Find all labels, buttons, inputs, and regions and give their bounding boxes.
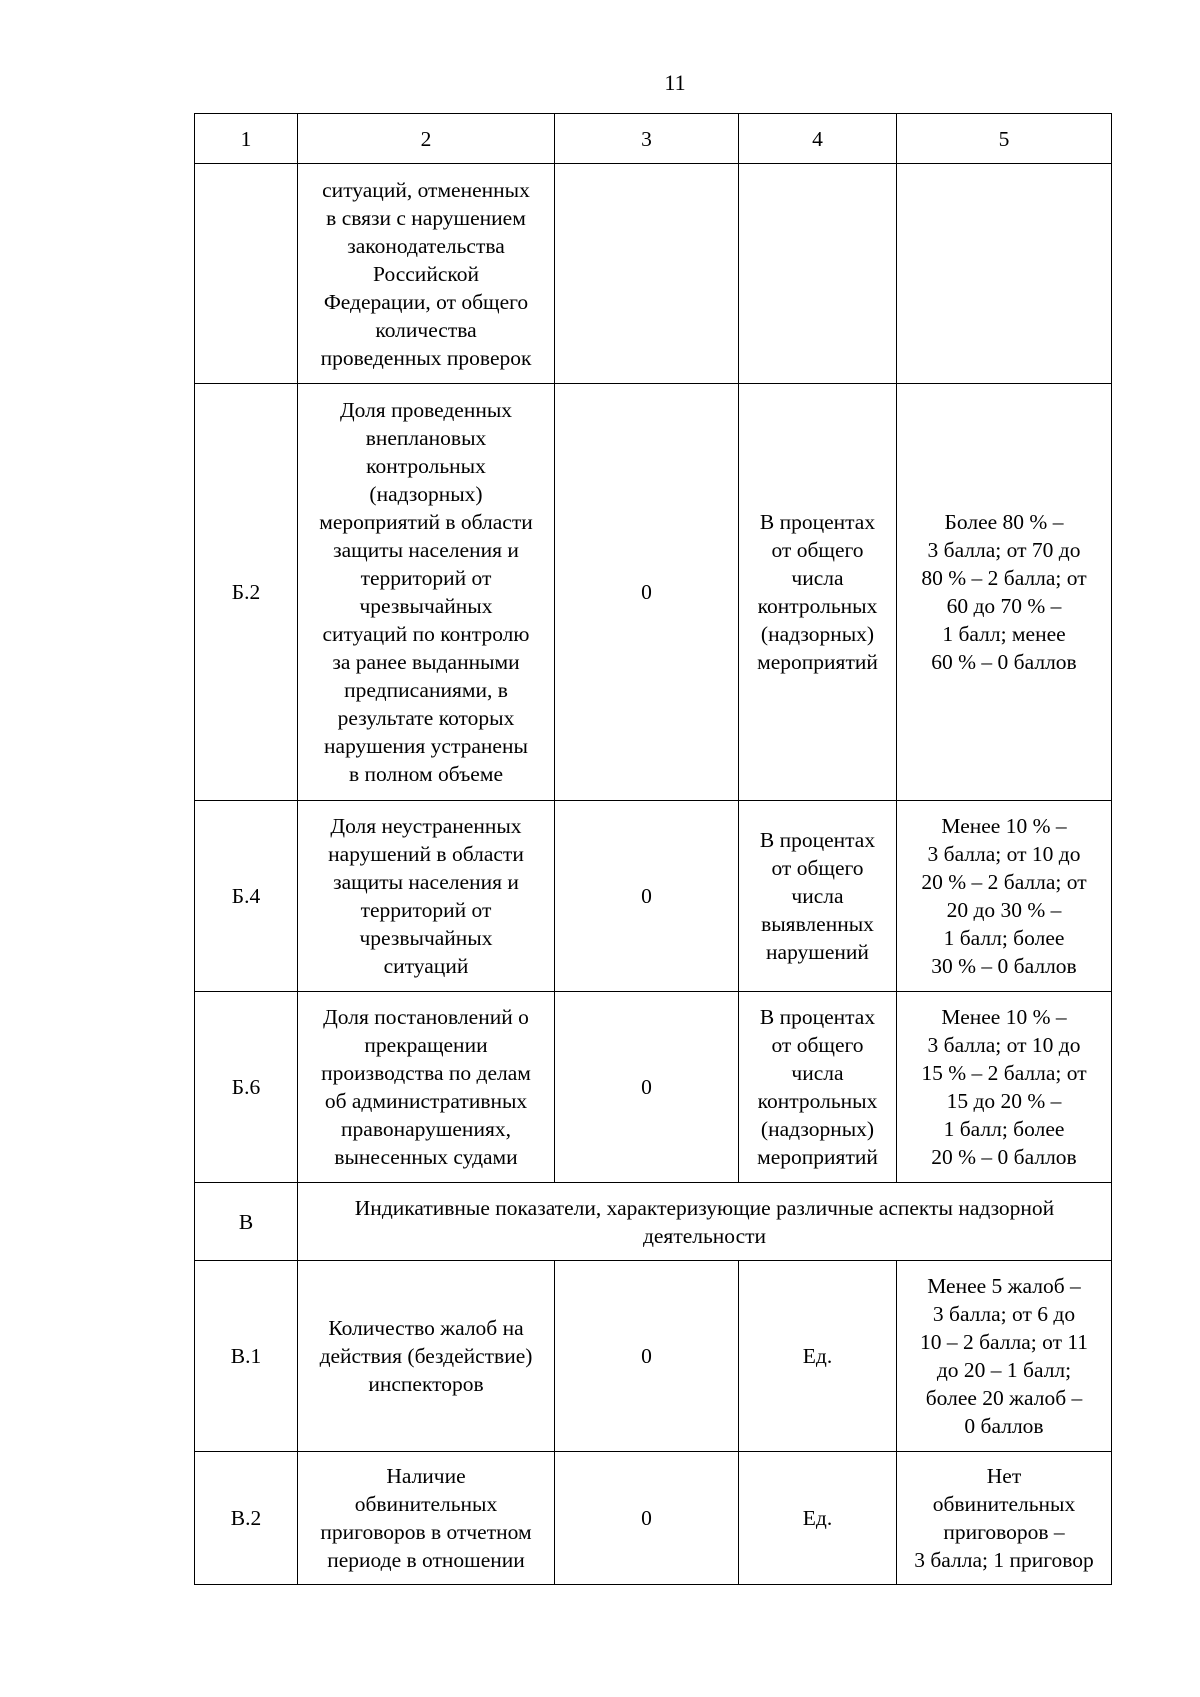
indicator-name (298, 801, 555, 992)
scoring (897, 801, 1112, 992)
section-code: В (195, 1183, 298, 1261)
indicator-name-text: Доля постановлений о прекращении производства по делам об административных правонарушениях, вынесенных судами (321, 1005, 531, 1169)
table-row (195, 1261, 1112, 1452)
target-value: 0 (555, 801, 739, 992)
indicator-code: В.2 (195, 1452, 298, 1585)
indicator-name-text: ситуаций, отмененных в связи с нарушением законодательства Российской Федерации, от общего количества проведенных проверок (320, 177, 532, 370)
unit: Ед. (739, 1261, 897, 1452)
indicator-code: Б.6 (195, 992, 298, 1183)
indicator-name (298, 1261, 555, 1452)
table-row (195, 384, 1112, 801)
section-title (298, 1183, 1112, 1261)
column-number: 1 (195, 114, 298, 164)
column-number: 2 (298, 114, 555, 164)
unit (739, 992, 897, 1183)
target-value: 0 (555, 992, 739, 1183)
table-row (195, 992, 1112, 1183)
scoring-text: Нет обвинительных приговоров – 3 балла; 1 приговор (914, 1464, 1094, 1572)
indicator-name (298, 992, 555, 1183)
indicator-code: Б.4 (195, 801, 298, 992)
scoring (897, 164, 1112, 384)
scoring (897, 992, 1112, 1183)
target-value (555, 164, 739, 384)
target-value: 0 (555, 1261, 739, 1452)
indicator-name-text: Доля неустраненных нарушений в области защиты населения и территорий от чрезвычайных ситуаций (328, 814, 524, 978)
unit (739, 164, 897, 384)
section-row (195, 1183, 1112, 1261)
indicator-name-text: Доля проведенных внеплановых контрольных (надзорных) мероприятий в области защиты населения и территорий от чрезвычайных ситуаций по контролю за ранее выданными предписаниями, в результате которых нарушения устранены в полном объеме (319, 398, 533, 786)
unit-text: В процентах от общего числа контрольных (надзорных) мероприятий (757, 510, 878, 674)
unit (739, 801, 897, 992)
unit-text: В процентах от общего числа выявленных нарушений (759, 828, 876, 964)
scoring (897, 384, 1112, 801)
page-number: 11 (664, 70, 686, 95)
indicator-name-text: Наличие обвинительных приговоров в отчетном периоде в отношении (320, 1464, 532, 1572)
table-row (195, 801, 1112, 992)
target-value: 0 (555, 384, 739, 801)
header-row (195, 114, 1112, 164)
indicator-name (298, 1452, 555, 1585)
table-row (195, 1452, 1112, 1585)
unit: Ед. (739, 1452, 897, 1585)
indicator-name-text: Количество жалоб на действия (бездействие) инспекторов (319, 1316, 533, 1396)
target-value: 0 (555, 1452, 739, 1585)
section-title-text: Индикативные показатели, характеризующие различные аспекты надзорной деятельности (354, 1195, 1055, 1248)
column-number: 5 (897, 114, 1112, 164)
indicator-name (298, 384, 555, 801)
indicator-name (298, 164, 555, 384)
indicators-table (194, 113, 1112, 1585)
indicator-code: В.1 (195, 1261, 298, 1452)
scoring-text: Менее 5 жалоб – 3 балла; от 6 до 10 – 2 балла; от 11 до 20 – 1 балл; более 20 жалоб – 0 баллов (919, 1274, 1089, 1438)
scoring (897, 1452, 1112, 1585)
scoring-text: Менее 10 % – 3 балла; от 10 до 20 % – 2 балла; от 20 до 30 % – 1 балл; более 30 % – 0 баллов (921, 814, 1087, 978)
table-row (195, 164, 1112, 384)
column-number: 4 (739, 114, 897, 164)
indicator-code: Б.2 (195, 384, 298, 801)
scoring-text: Менее 10 % – 3 балла; от 10 до 15 % – 2 балла; от 15 до 20 % – 1 балл; более 20 % – 0 баллов (921, 1005, 1087, 1169)
unit-text: В процентах от общего числа контрольных (надзорных) мероприятий (757, 1005, 878, 1169)
column-number: 3 (555, 114, 739, 164)
scoring (897, 1261, 1112, 1452)
unit (739, 384, 897, 801)
scoring-text: Более 80 % – 3 балла; от 70 до 80 % – 2 балла; от 60 до 70 % – 1 балл; менее 60 % – 0 баллов (921, 510, 1087, 674)
indicator-code (195, 164, 298, 384)
